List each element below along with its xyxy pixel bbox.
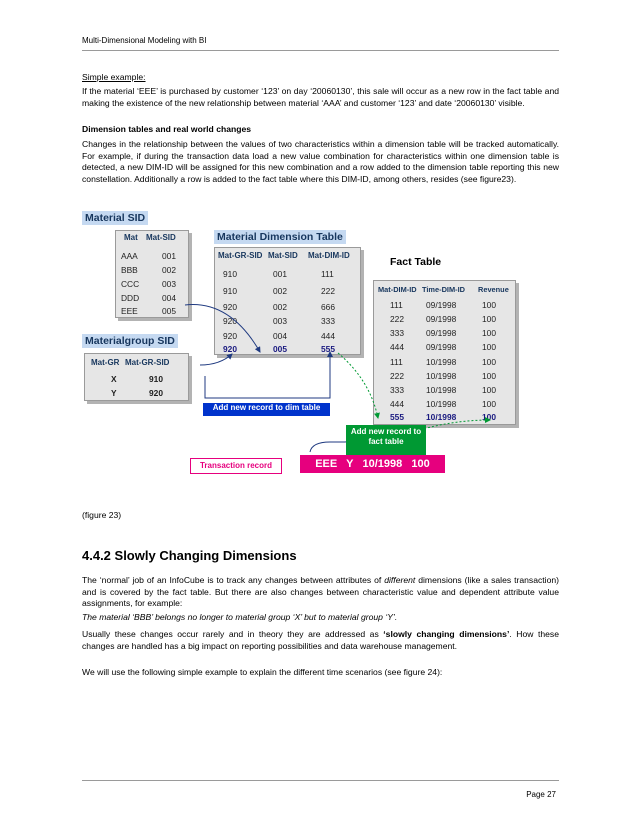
page-number: Page 27 <box>526 790 556 799</box>
arrow-dim-to-fact <box>338 353 378 418</box>
table-cell: 222 <box>321 286 335 296</box>
transaction-record: EEE Y 10/1998 100 <box>300 455 445 473</box>
table-cell: 002 <box>273 286 287 296</box>
table-cell: 920 <box>223 316 237 326</box>
table-cell: X <box>111 374 117 384</box>
table-cell: 100 <box>482 385 496 395</box>
table-cell: 002 <box>273 302 287 312</box>
table-cell: DDD <box>121 293 140 303</box>
text-span: The ‘normal’ job of an InfoCube is to track any changes between attributes of <box>82 575 385 585</box>
table-cell: 111 <box>390 300 403 310</box>
table-cell: BBB <box>121 265 138 275</box>
table-cell: 100 <box>482 314 496 324</box>
add-dim-record-box: Add new record to dim table <box>203 403 330 416</box>
transaction-record-label: Transaction record <box>190 458 282 474</box>
table-cell-new: 555 <box>390 412 404 422</box>
table-cell: 111 <box>390 357 403 367</box>
section-paragraph-1 <box>82 575 559 610</box>
dim-section-text: Changes in the relationship between the values of two characteristics within a dimension table will be tracked automatically. For example, if during the transaction data load a new value combination for characteristics within one dimension table is detected, a new DIM-ID will be assigned for this new combination and a row added to the dimension table reporting this new constellation. Additionally a row is added to the fact table where this DIM-ID, among others, resides (see figure23). <box>82 139 559 184</box>
section-heading: 4.4.2 Slowly Changing Dimensions <box>82 548 297 563</box>
table-cell: CCC <box>121 279 140 289</box>
text-span: Usually these changes occur rarely and in theory they are addressed as <box>82 629 384 639</box>
table-header: Mat-GR-SID <box>218 251 263 260</box>
text-span: . How these changes are handled has a big impact on reporting possibilities and data warehouse management. <box>82 629 559 651</box>
table-header: Mat-SID <box>268 251 298 260</box>
table-header: Time-DIM-ID <box>422 285 465 294</box>
table-cell: 333 <box>321 316 335 326</box>
table-cell-new: 555 <box>321 344 335 354</box>
table-cell: 910 <box>223 286 237 296</box>
table-header: Revenue <box>478 285 509 294</box>
table-cell: 001 <box>162 251 176 261</box>
table-cell: 920 <box>223 302 237 312</box>
table-cell: 444 <box>390 342 404 352</box>
table-cell: 003 <box>273 316 287 326</box>
table-cell: 444 <box>321 331 335 341</box>
arrow-dim-to-transaction <box>205 352 330 398</box>
text-span-emphasis: different <box>384 575 416 585</box>
table-cell: AAA <box>121 251 138 261</box>
table-cell: Y <box>111 388 117 398</box>
table-cell: 920 <box>223 331 237 341</box>
table-cell: 004 <box>162 293 176 303</box>
table-cell: 333 <box>390 385 404 395</box>
table-cell: 09/1998 <box>426 314 457 324</box>
table-cell: 666 <box>321 302 335 312</box>
table-cell: 222 <box>390 371 404 381</box>
text-span-bold: ‘slowly changing dimensions’ <box>383 629 510 639</box>
materialgroup-sid-title: Materialgroup SID <box>82 334 178 348</box>
table-cell-new: 005 <box>273 344 287 354</box>
text-span: dimensions (like a sales transaction) and is covered by the fact table. But there are also changes between characteristic value and dependent attribute value assignments, for example: <box>82 575 559 608</box>
figure-caption: (figure 23) <box>82 510 122 520</box>
section-paragraph-2: The material ‘BBB’ belongs no longer to material group ‘X’ but to material group ‘Y’. <box>82 612 398 622</box>
table-cell: 100 <box>482 399 496 409</box>
table-header: Mat-DIM-ID <box>378 285 417 294</box>
table-cell-new: 100 <box>482 412 496 422</box>
table-cell: 09/1998 <box>426 328 457 338</box>
table-cell: 333 <box>390 328 404 338</box>
table-cell: 002 <box>162 265 176 275</box>
running-header: Multi-Dimensional Modeling with BI <box>82 36 207 45</box>
table-cell: 444 <box>390 399 404 409</box>
table-cell: 910 <box>149 374 163 384</box>
table-cell-new: 920 <box>223 344 237 354</box>
table-header: Mat <box>124 233 138 242</box>
table-header: Mat-GR <box>91 358 120 367</box>
section-paragraph-4: We will use the following simple example to explain the different time scenarios (see figure 24): <box>82 667 443 677</box>
table-header: Mat-DIM-ID <box>308 251 350 260</box>
dim-section-heading: Dimension tables and real world changes <box>82 124 252 134</box>
table-header: Mat-GR-SID <box>125 358 170 367</box>
simple-example-text: If the material ‘EEE’ is purchased by customer ‘123’ on day ‘20060130’, this sale will occur as a new row in the fact table and making the existence of the new relationship between material ‘AAA’ and customer ‘123’ and date ‘20060130’ visible. <box>82 86 559 108</box>
section-paragraph-3 <box>82 629 559 652</box>
table-cell-new: 10/1998 <box>426 412 457 422</box>
material-sid-title: Material SID <box>82 211 148 225</box>
table-header: Mat-SID <box>146 233 176 242</box>
table-cell: 005 <box>162 306 176 316</box>
table-cell: 100 <box>482 371 496 381</box>
table-cell: 100 <box>482 342 496 352</box>
table-cell: 10/1998 <box>426 399 457 409</box>
table-cell: 920 <box>149 388 163 398</box>
table-cell: 003 <box>162 279 176 289</box>
add-fact-record-box: Add new record to fact table <box>346 425 426 455</box>
fact-table-title: Fact Table <box>390 256 442 268</box>
table-cell: 001 <box>273 269 287 279</box>
arrow-mat-sid <box>185 305 260 352</box>
table-cell: 09/1998 <box>426 300 457 310</box>
simple-example-title: Simple example: <box>82 72 146 82</box>
table-cell: EEE <box>121 306 138 316</box>
table-cell: 910 <box>223 269 237 279</box>
footer-rule <box>82 780 559 781</box>
table-cell: 10/1998 <box>426 385 457 395</box>
table-cell: 222 <box>390 314 404 324</box>
table-cell: 100 <box>482 328 496 338</box>
table-cell: 100 <box>482 357 496 367</box>
material-dimension-title: Material Dimension Table <box>214 230 346 244</box>
table-cell: 004 <box>273 331 287 341</box>
arrow-matgr-sid <box>200 354 232 365</box>
table-cell: 09/1998 <box>426 342 457 352</box>
table-cell: 10/1998 <box>426 357 457 367</box>
table-cell: 111 <box>321 269 334 279</box>
table-cell: 100 <box>482 300 496 310</box>
table-cell: 10/1998 <box>426 371 457 381</box>
